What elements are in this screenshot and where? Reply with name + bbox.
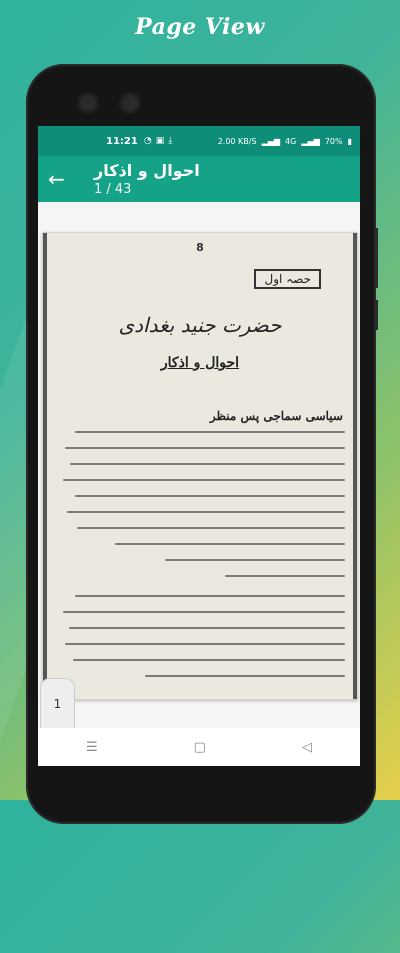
handwritten-line [63, 611, 345, 613]
status-time: 11:21 [106, 135, 138, 147]
handwritten-line [77, 527, 345, 529]
handwritten-line [225, 575, 345, 577]
page-indicator: 1 / 43 [94, 182, 132, 197]
page-number: 8 [196, 241, 204, 254]
handwritten-line [69, 627, 345, 629]
headline: Page View [135, 14, 265, 40]
handwritten-line [165, 559, 345, 561]
handwritten-line [115, 543, 345, 545]
handwritten-line [73, 659, 345, 661]
status-bar [38, 126, 360, 156]
document-title: احوال و اذکار [94, 161, 200, 180]
page-scan-edge [43, 233, 47, 699]
handwritten-line [65, 643, 345, 645]
document-page[interactable] [42, 232, 358, 700]
home-icon[interactable]: ▢ [193, 739, 206, 755]
download-icon: ⤓ [168, 136, 173, 146]
phone-screen [38, 126, 360, 766]
section-box-label: حصہ اول [254, 269, 321, 289]
navigation-bar [38, 728, 360, 766]
handwritten-line [75, 495, 345, 497]
signal-icon-2: ▂▄▆ [301, 136, 320, 146]
app-icon: ▣ [155, 136, 165, 146]
handwritten-line [75, 431, 345, 433]
handwritten-line [65, 447, 345, 449]
main-heading: حضرت جنید بغدادی [118, 313, 282, 337]
back-icon[interactable]: ◁ [301, 739, 312, 755]
battery-level: 70% [324, 136, 343, 146]
section-heading: سیاسی سماجی پس منظر [209, 409, 343, 423]
net-speed: 2.00 KB/S [217, 136, 257, 146]
whatsapp-icon: ◔ [143, 136, 152, 146]
battery-icon: ▮ [347, 136, 352, 146]
pdf-viewer[interactable] [38, 202, 360, 732]
page-scan-edge [353, 233, 357, 699]
handwritten-line [145, 675, 345, 677]
page-number-button[interactable]: 1 [40, 678, 75, 730]
phone-side-button [374, 300, 378, 330]
app-bar [38, 156, 360, 202]
handwritten-line [70, 463, 345, 465]
handwritten-line [63, 479, 345, 481]
network-type: 4G [285, 136, 297, 146]
back-arrow-icon[interactable]: ← [48, 167, 65, 191]
menu-icon[interactable]: ☰ [86, 739, 98, 755]
handwritten-line [75, 595, 345, 597]
front-camera-left [80, 95, 96, 111]
signal-icon: ▂▄▆ [261, 136, 281, 146]
sub-heading: احوال و اذکار [160, 355, 240, 371]
front-camera-right [122, 95, 138, 111]
handwritten-line [67, 511, 345, 513]
phone-side-button [374, 228, 378, 288]
